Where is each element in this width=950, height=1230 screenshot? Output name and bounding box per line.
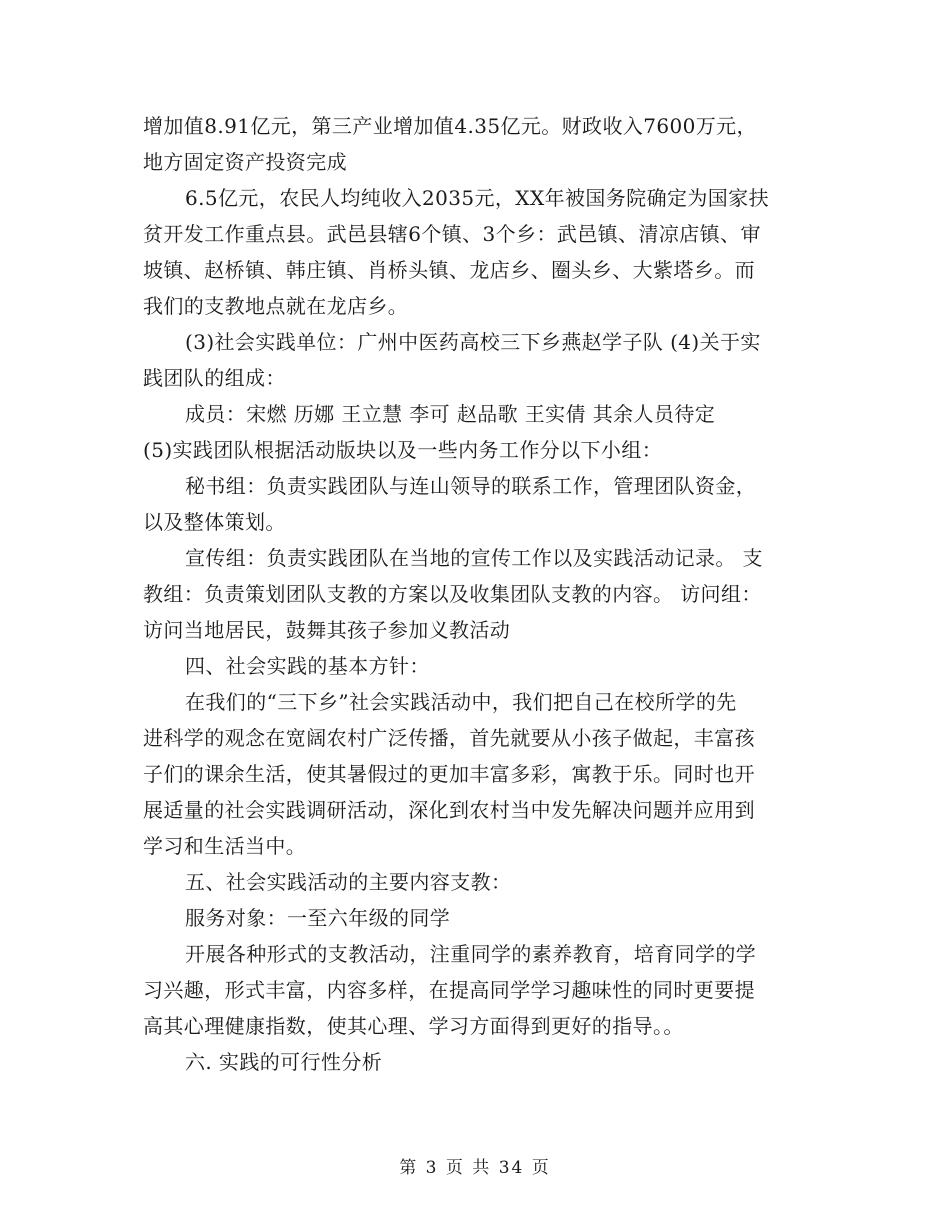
page-footer: 第 3 页 共 34 页 — [399, 1158, 551, 1178]
text-line: 六. 实践的可行性分析 — [185, 1050, 383, 1074]
text-line: 贫开发工作重点县。武邑县辖6个镇、3个乡：武邑镇、清凉店镇、审 — [143, 222, 761, 246]
text-line: 开展各种形式的支教活动，注重同学的素养教育，培育同学的学 — [185, 942, 757, 966]
text-line: 宣传组：负责实践团队在当地的宣传工作以及实践活动记录。 支 — [185, 546, 763, 570]
text-line: 学习和生活当中。 — [143, 834, 307, 858]
text-line: 秘书组：负责实践团队与连山领导的联系工作，管理团队资金， — [185, 474, 757, 498]
text-line: 教组：负责策划团队支教的方案以及收集团队支教的内容。 访问组： — [143, 582, 762, 606]
text-line: 五、社会实践活动的主要内容支教： — [185, 870, 512, 894]
text-line: 践团队的组成： — [143, 366, 286, 390]
text-line: 增加值8.91亿元，第三产业增加值4.35亿元。财政收入7600万元， — [143, 114, 757, 138]
text-line: 在我们的“三下乡”社会实践活动中，我们把自己在校所学的先 — [185, 690, 737, 714]
text-line: 地方固定资产投资完成 — [143, 150, 347, 174]
text-line: 高其心理健康指数，使其心理、学习方面得到更好的指导。。 — [143, 1014, 684, 1038]
text-line: 成员：宋燃 历娜 王立慧 李可 赵品歌 王实倩 其余人员待定 — [185, 402, 716, 426]
text-line: (5)实践团队根据活动版块以及一些内务工作分以下小组： — [143, 438, 663, 462]
document-body — [143, 108, 811, 1080]
text-line: 展适量的社会实践调研活动，深化到农村当中发先解决问题并应用到 — [143, 798, 755, 822]
text-line: (3)社会实践单位：广州中医药高校三下乡燕赵学子队 (4)关于实 — [185, 330, 761, 354]
text-line: 6.5亿元，农民人均纯收入2035元，XX年被国务院确定为国家扶 — [185, 186, 769, 210]
text-line: 习兴趣，形式丰富，内容多样，在提高同学学习趣味性的同时更要提 — [143, 978, 755, 1002]
text-line: 子们的课余生活，使其暑假过的更加丰富多彩，寓教于乐。同时也开 — [143, 762, 755, 786]
text-line: 访问当地居民，鼓舞其孩子参加义教活动 — [143, 618, 511, 642]
text-line: 我们的支教地点就在龙店乡。 — [143, 294, 409, 318]
text-line: 坡镇、赵桥镇、韩庄镇、肖桥头镇、龙店乡、圈头乡、大紫塔乡。而 — [143, 258, 755, 282]
text-line: 四、社会实践的基本方针： — [185, 654, 430, 678]
text-line: 进科学的观念在宽阔农村广泛传播，首先就要从小孩子做起，丰富孩 — [143, 726, 755, 750]
text-line: 以及整体策划。 — [143, 510, 286, 534]
text-line: 服务对象：一至六年级的同学 — [185, 906, 451, 930]
